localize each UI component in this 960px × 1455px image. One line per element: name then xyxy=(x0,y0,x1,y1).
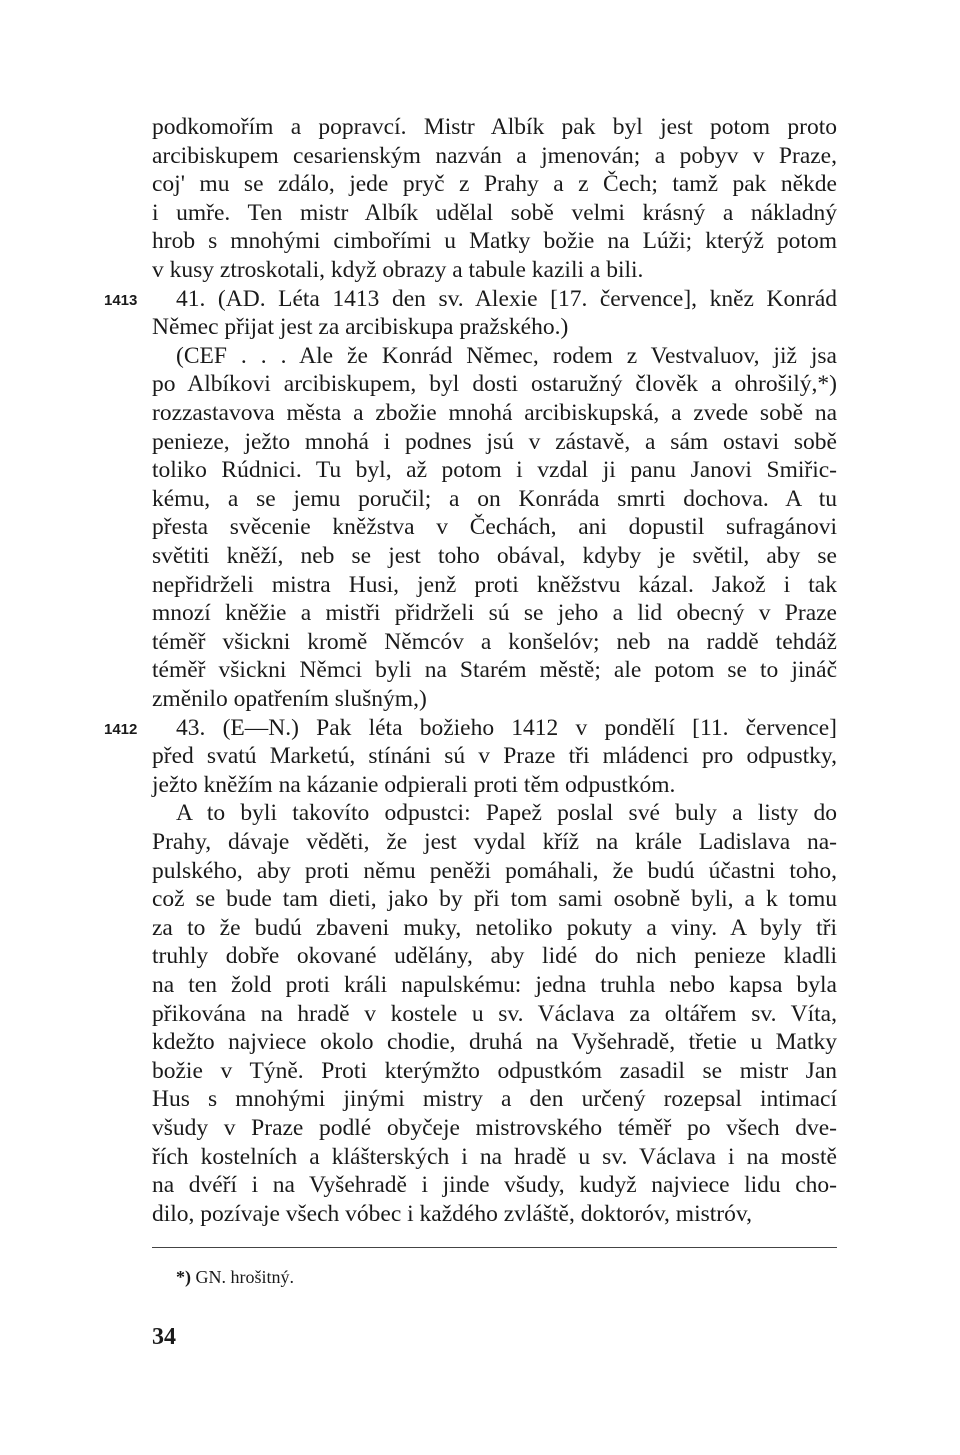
footnote-text: GN. hrošitný. xyxy=(195,1267,294,1287)
text-line: pulského, aby proti němu peněži pomáhali, že budú účastni toho, xyxy=(152,857,837,884)
text-line: téměř všickni Němci byli na Starém městě; ale potom se to jináč xyxy=(152,657,837,684)
text-line: řích kostelních a klášterských i na hradě u sv. Václava i na mostě xyxy=(152,1143,837,1170)
text-line: ježto kněžím na kázanie odpierali proti těm odpustkóm. xyxy=(152,771,676,798)
text-line: A to byli takovíto odpustci: Papež poslal své buly a listy do xyxy=(176,800,837,827)
text-line: podkomořím a popravcí. Mistr Albík pak byl jest potom proto xyxy=(152,114,837,140)
footnote-marker: *) xyxy=(176,1267,191,1287)
text-line: před svatú Marketú, stínáni sú v Praze tři mládenci pro odpustky, xyxy=(152,743,837,770)
text-line: což se bude tam dieti, jako by při tom sami osobně byli, a k tomu xyxy=(152,886,837,913)
page-number: 34 xyxy=(152,1324,176,1350)
text-line: dilo, pozívaje všech vóbec i každého zvláště, doktoróv, mistróv, xyxy=(152,1200,752,1227)
text-line: všudy v Praze podlé obyčeje mistrovského téměř po všech dve- xyxy=(152,1115,837,1141)
text-line: penieze, ježto mnohá i podnes jsú v zástavě, a sám ostavi sobě xyxy=(152,428,837,455)
text-line: kdežto najviece okolo chodie, druhá na Vyšehradě, třetie u Matky xyxy=(152,1029,837,1056)
text-line: Prahy, dávaje věděti, že jest vydal kříž na krále Ladislava na- xyxy=(152,829,837,855)
text-line: (CEF . . . Ale že Konrád Němec, rodem z Vestvaluov, již jsa xyxy=(176,342,837,369)
text-line: téměř všickni kromě Němcóv a konšelóv; neb na raddě tehdáž xyxy=(152,628,837,655)
text-line: za to že budú zbaveni muky, netoliko pokuty a viny. A byly tři xyxy=(152,914,837,941)
text-line: přesta svěcenie kněžstva v Čechách, ani dopustil sufragánovi xyxy=(152,514,837,541)
text-line: Hus s mnohými jinými mistry a den určený rozepsal intimací xyxy=(152,1086,837,1113)
text-line: změnilo opatřením slušným,) xyxy=(152,686,427,712)
text-line: přikována na hradě v kostele u sv. Václava za oltářem sv. Víta, xyxy=(152,1000,837,1027)
text-line: nepřidrželi mistra Husi, jenž proti kněžstvu kázal. Jakož i tak xyxy=(152,571,837,598)
text-line: v kusy ztroskotali, když obrazy a tabule kazili a bili. xyxy=(152,257,644,283)
text-line: kému, a se jemu poručil; a on Konráda smrti dochova. A tu xyxy=(152,485,837,512)
margin-year-1412: 1412 xyxy=(104,721,138,738)
text-line: mnozí kněžie a mistři přidrželi sú se jeho a lid obecný v Praze xyxy=(152,600,837,627)
text-line: toliko Rúdnici. Tu byl, až potom i vzdal ji panu Janovi Smiřic- xyxy=(152,457,837,484)
text-line: i umře. Ten mistr Albík udělal sobě velmi krásný a nákladný xyxy=(152,199,837,226)
margin-year-1413: 1413 xyxy=(104,292,138,309)
text-line: světiti kněží, neb se jest toho obával, kdyby je světil, aby se xyxy=(152,543,837,569)
text-line: coj' mu se zdálo, jede pryč z Prahy a z Čech; tamž pak někde xyxy=(152,171,837,198)
text-line: arcibiskupem cesarienským nazván a jmenován; a pobyv v Praze, xyxy=(152,142,837,169)
text-line: po Albíkovi arcibiskupem, byl dosti ostaružný člověk a ohrošilý,*) xyxy=(152,371,837,398)
text-line: Němec přijat jest za arcibiskupa pražského.) xyxy=(152,314,569,341)
text-line: hrob s mnohými cimbořími u Matky božie na Lúži; kterýž potom xyxy=(152,228,837,255)
text-line: 43. (E—N.) Pak léta božieho 1412 v pondělí [11. července] xyxy=(176,714,837,741)
footnote-divider xyxy=(152,1247,837,1248)
text-line: truhly dobře okované udělány, aby lidé do nich penieze kladli xyxy=(152,943,837,970)
footnote xyxy=(176,1265,294,1289)
text-line: rozzastavova města a zbožie mnohá arcibiskupská, a zvede sobě na xyxy=(152,400,837,426)
text-line: na dvéří i na Vyšehradě i jinde všudy, kudyž najviece lidu cho- xyxy=(152,1172,837,1199)
text-line: 41. (AD. Léta 1413 den sv. Alexie [17. července], kněz Konrád xyxy=(176,285,837,312)
text-line: na ten žold proti králi napulskému: jedna truhla nebo kapsa byla xyxy=(152,972,837,998)
text-line: božie v Týně. Proti kterýmžto odpustkóm zasadil se mistr Jan xyxy=(152,1057,837,1084)
